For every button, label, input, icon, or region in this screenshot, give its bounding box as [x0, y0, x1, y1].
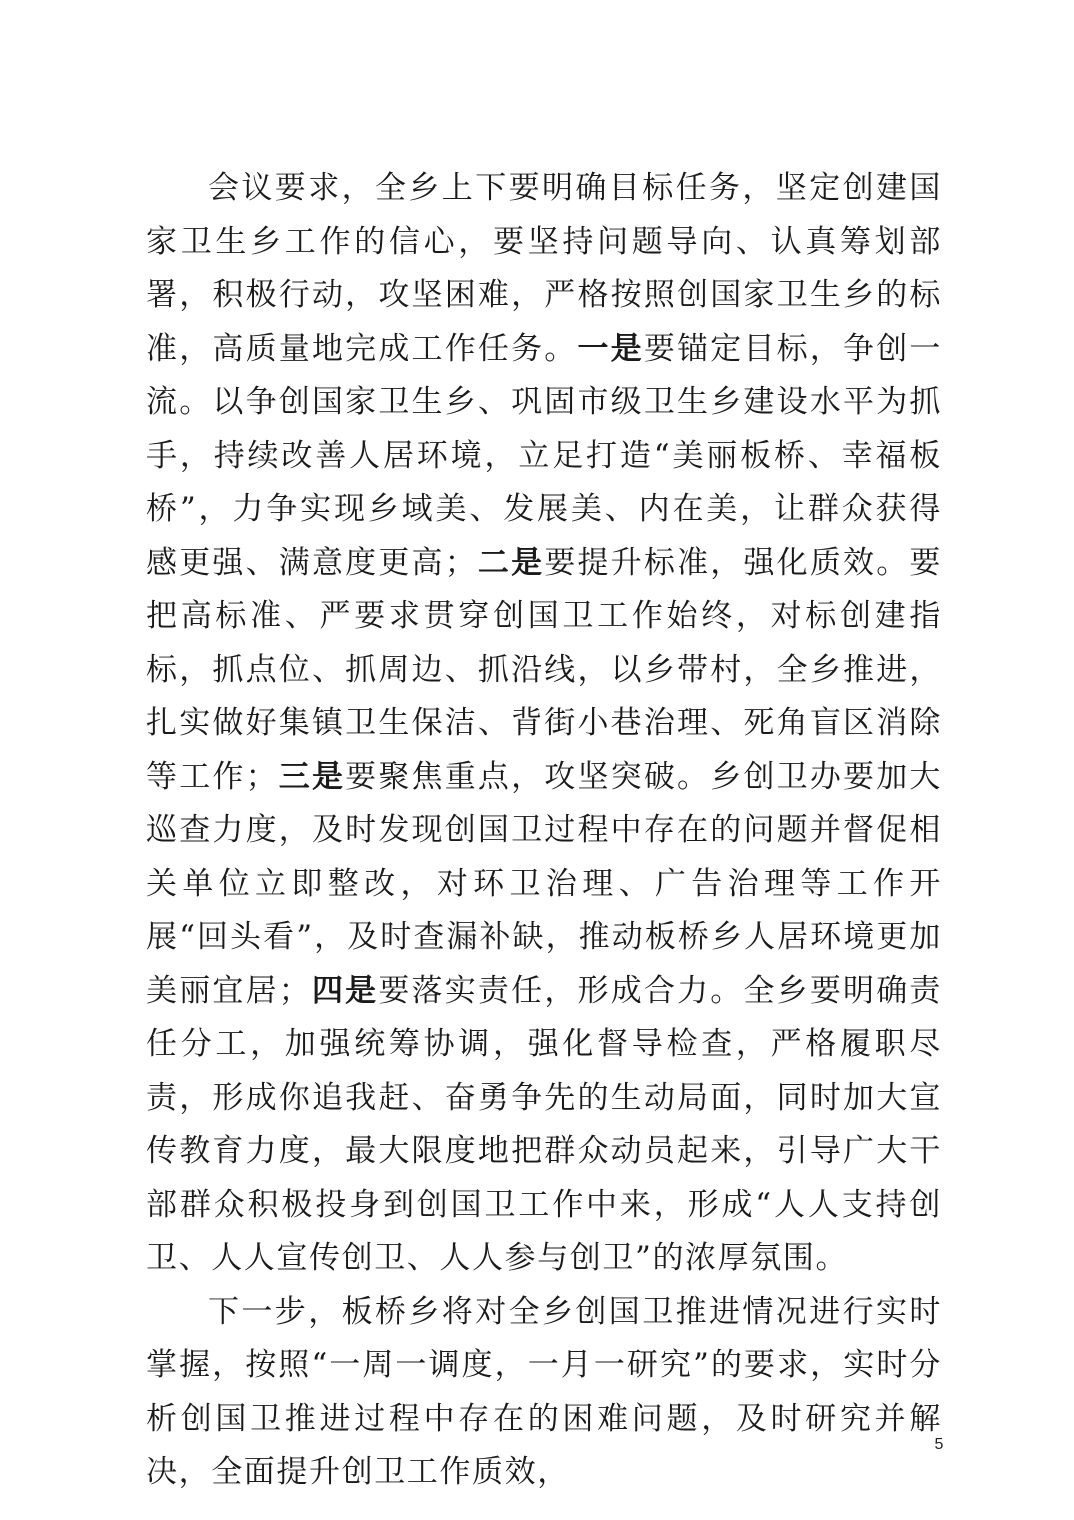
emphasis-first: 一是 [577, 330, 644, 367]
paragraph-text: 要锚定目标，争创一流。以争创国家卫生乡、巩固市级卫生乡建设水平为抓手，持续改善人居环境，立足打造“美丽板桥、幸福板桥”，力争实现乡域美、发展美、内在美，让群众获得感更强、满意度更高； [146, 330, 942, 581]
paragraph-text: 要聚焦重点，攻坚突破。乡创卫办要加大巡查力度，及时发现创国卫过程中存在的问题并督促相关单位立即整改，对环卫治理、广告治理等工作开展“回头看”，及时查漏补缺，推动板桥乡人居环境更加美丽宜居； [146, 758, 942, 1009]
paragraph-text: 下一步，板桥乡将对全乡创国卫推进情况进行实时掌握，按照“一周一调度，一月一研究”的要求，实时分析创国卫推进过程中存在的困难问题，及时研究并解决，全面提升创卫工作质效， [146, 1293, 942, 1490]
paragraph-meeting-requirements [146, 162, 942, 1286]
emphasis-fourth: 四是 [311, 972, 379, 1009]
paragraph-next-steps [146, 1286, 942, 1500]
paragraph-text: 要提升标准，强化质效。要把高标准、严要求贯穿创国卫工作始终，对标创建指标，抓点位、抓周边、抓沿线，以乡带村，全乡推进，扎实做好集镇卫生保洁、背街小巷治理、死角盲区消除等工作； [146, 544, 943, 795]
emphasis-second: 二是 [477, 544, 545, 581]
paragraph-text: 要落实责任，形成合力。全乡要明确责任分工，加强统筹协调，强化督导检查，严格履职尽责，形成你追我赶、奋勇争先的生动局面，同时加大宣传教育力度，最大限度地把群众动员起来，引导广大干部群众积极投身到创国卫工作中来，形成“人人支持创卫、人人宣传创卫、人人参与创卫”的浓厚氛围。 [146, 972, 943, 1276]
paragraph-text: 会议要求，全乡上下要明确目标任务，坚定创建国家卫生乡工作的信心，要坚持问题导向、认真筹划部署，积极行动，攻坚困难，严格按照创国家卫生乡的标准，高质量地完成工作任务。 [146, 170, 942, 367]
body-text [146, 162, 942, 1500]
emphasis-third: 三是 [278, 758, 346, 795]
page-number: 5 [934, 1436, 944, 1453]
